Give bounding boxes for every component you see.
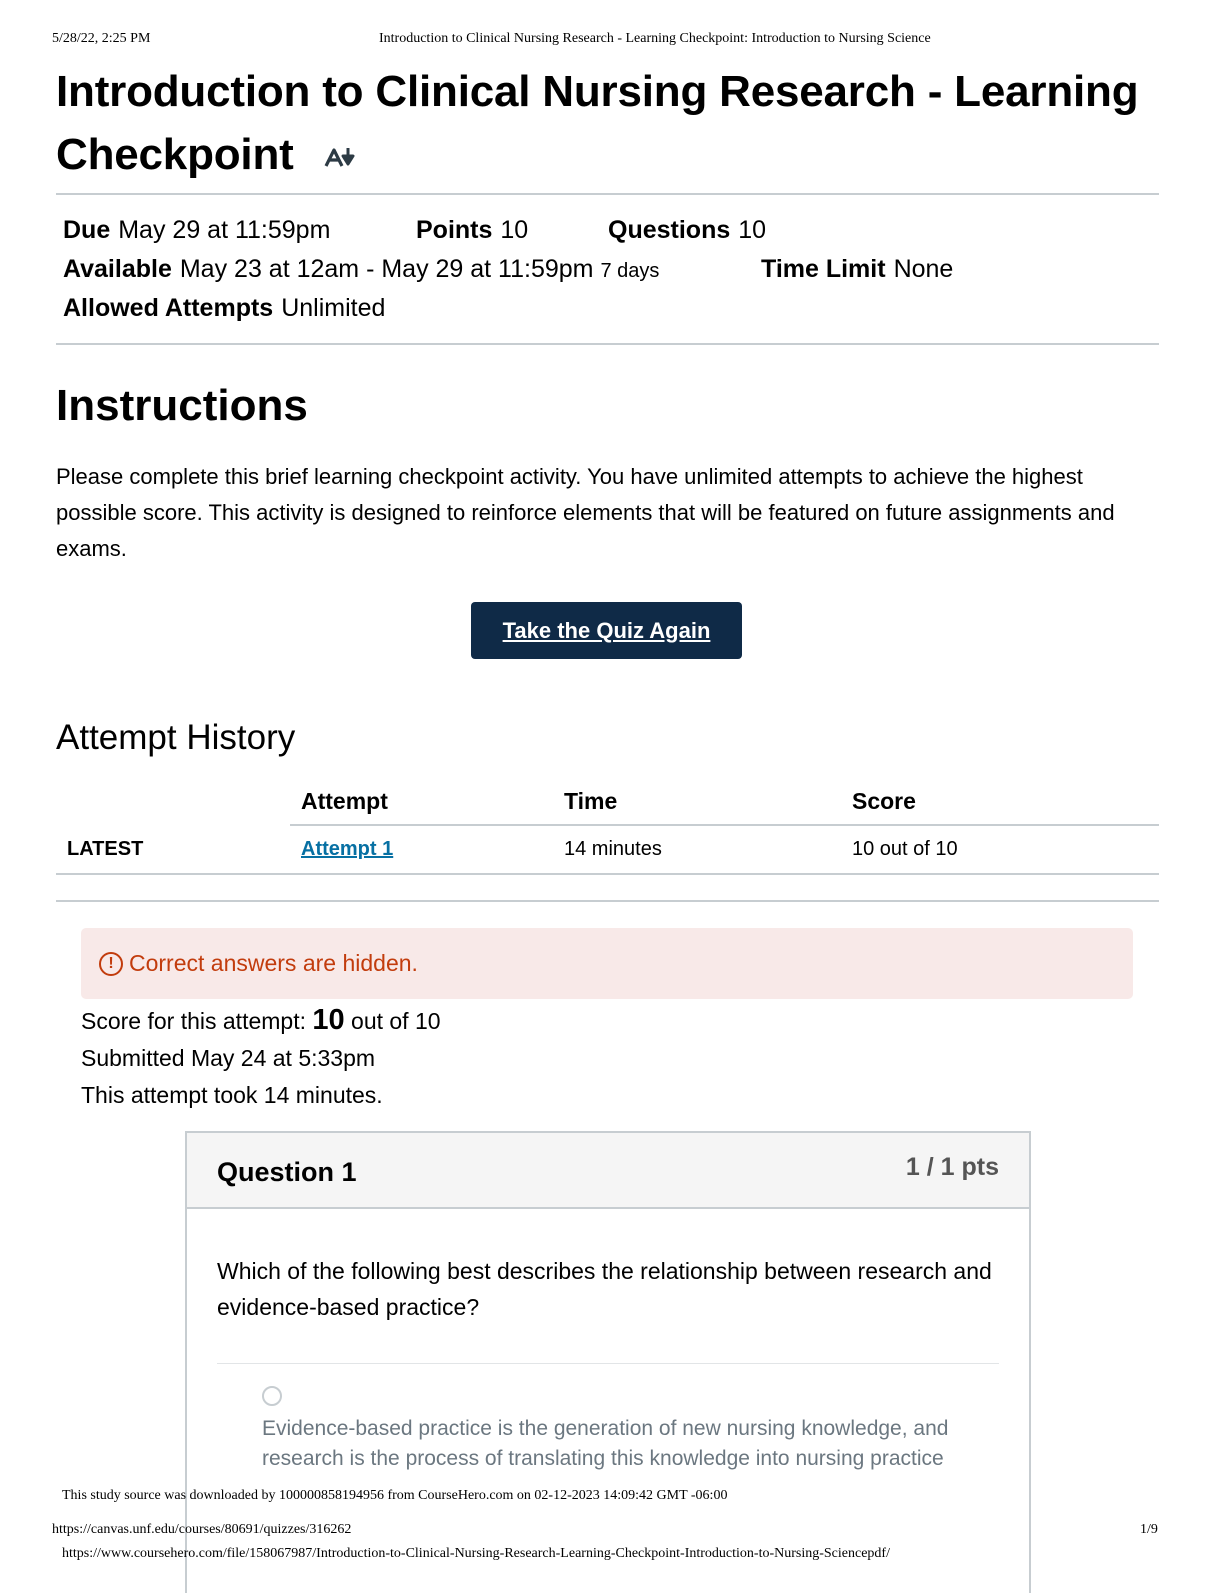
main-content (56, 60, 1159, 1470)
header-score: Score (852, 785, 1159, 825)
answers-hidden-alert (81, 928, 1133, 999)
available-info: Available May 23 at 12am - May 29 at 11:59pm 7 days (63, 255, 660, 283)
time-limit-info: Time Limit None (761, 255, 954, 283)
print-datetime: 5/28/22, 2:25 PM (52, 31, 151, 46)
attempt-summary (81, 1002, 441, 1114)
header-time: Time (564, 785, 852, 825)
header-attempt: Attempt (290, 785, 564, 825)
answer-option[interactable] (262, 1386, 999, 1474)
answer-text: Evidence-based practice is the generation of new nursing knowledge, and research is the process of translating this knowledge into nursing practice (262, 1417, 949, 1470)
attempts-info: Allowed Attempts Unlimited (63, 294, 386, 322)
attempt-1-link[interactable]: Attempt 1 (301, 838, 394, 860)
question-points: 1 / 1 pts (905, 1153, 999, 1181)
instructions-title: Instructions (56, 381, 308, 430)
attempt-score-line: Score for this attempt: 10 out of 10 (81, 1004, 441, 1036)
warning-icon: ! (99, 952, 123, 976)
question-divider (217, 1363, 999, 1364)
points-info: Points 10 (416, 216, 529, 244)
question-title: Question 1 (217, 1157, 357, 1187)
print-url: https://canvas.unf.edu/courses/80691/quizzes/316262 (52, 1522, 352, 1537)
questions-info: Questions 10 (608, 216, 767, 244)
page-title (56, 60, 1159, 186)
attempt-history-table (56, 785, 1159, 875)
alert-text: Correct answers are hidden. (129, 950, 418, 976)
attempt-time: 14 minutes (564, 825, 852, 874)
print-doc-title: Introduction to Clinical Nursing Research - Learning Checkpoint: Introduction to Nursing Science (379, 31, 931, 46)
question-header (187, 1133, 1029, 1209)
details-divider (56, 343, 1159, 345)
latest-tag: LATEST (56, 825, 290, 874)
table-row (56, 825, 1159, 874)
page-number: 1/9 (1140, 1522, 1158, 1537)
source-note: This study source was downloaded by 100000858194956 from CourseHero.com on 02-12-2023 14:09:42 GMT -06:00 (62, 1488, 728, 1503)
attempt-history-title: Attempt History (56, 718, 296, 757)
radio-button[interactable] (262, 1386, 282, 1406)
question-text: Which of the following best describes the relationship between research and evidence-based practice? (217, 1258, 992, 1320)
due-info: Due May 29 at 11:59pm (63, 216, 331, 244)
submitted-line: Submitted May 24 at 5:33pm (81, 1045, 376, 1071)
history-divider (56, 900, 1159, 902)
page-title-line2: Checkpoint (56, 130, 294, 179)
accessibility-sort-icon[interactable] (324, 146, 358, 168)
coursehero-url: https://www.coursehero.com/file/158067987/Introduction-to-Clinical-Nursing-Research-Learning-Checkpoint-Introduction-to-Nursing-Sciencepdf/ (62, 1546, 890, 1561)
quiz-details (56, 195, 1159, 343)
instructions-text: Please complete this brief learning checkpoint activity. You have unlimited attempts to achieve the highest possible score. This activity is designed to reinforce elements that will be featured on future assignments and exams. (56, 464, 1115, 561)
take-quiz-again-button[interactable]: Take the Quiz Again (471, 602, 742, 659)
duration-line: This attempt took 14 minutes. (81, 1082, 383, 1108)
attempt-score: 10 out of 10 (852, 825, 1159, 874)
page-title-line1: Introduction to Clinical Nursing Research - Learning (56, 67, 1139, 116)
